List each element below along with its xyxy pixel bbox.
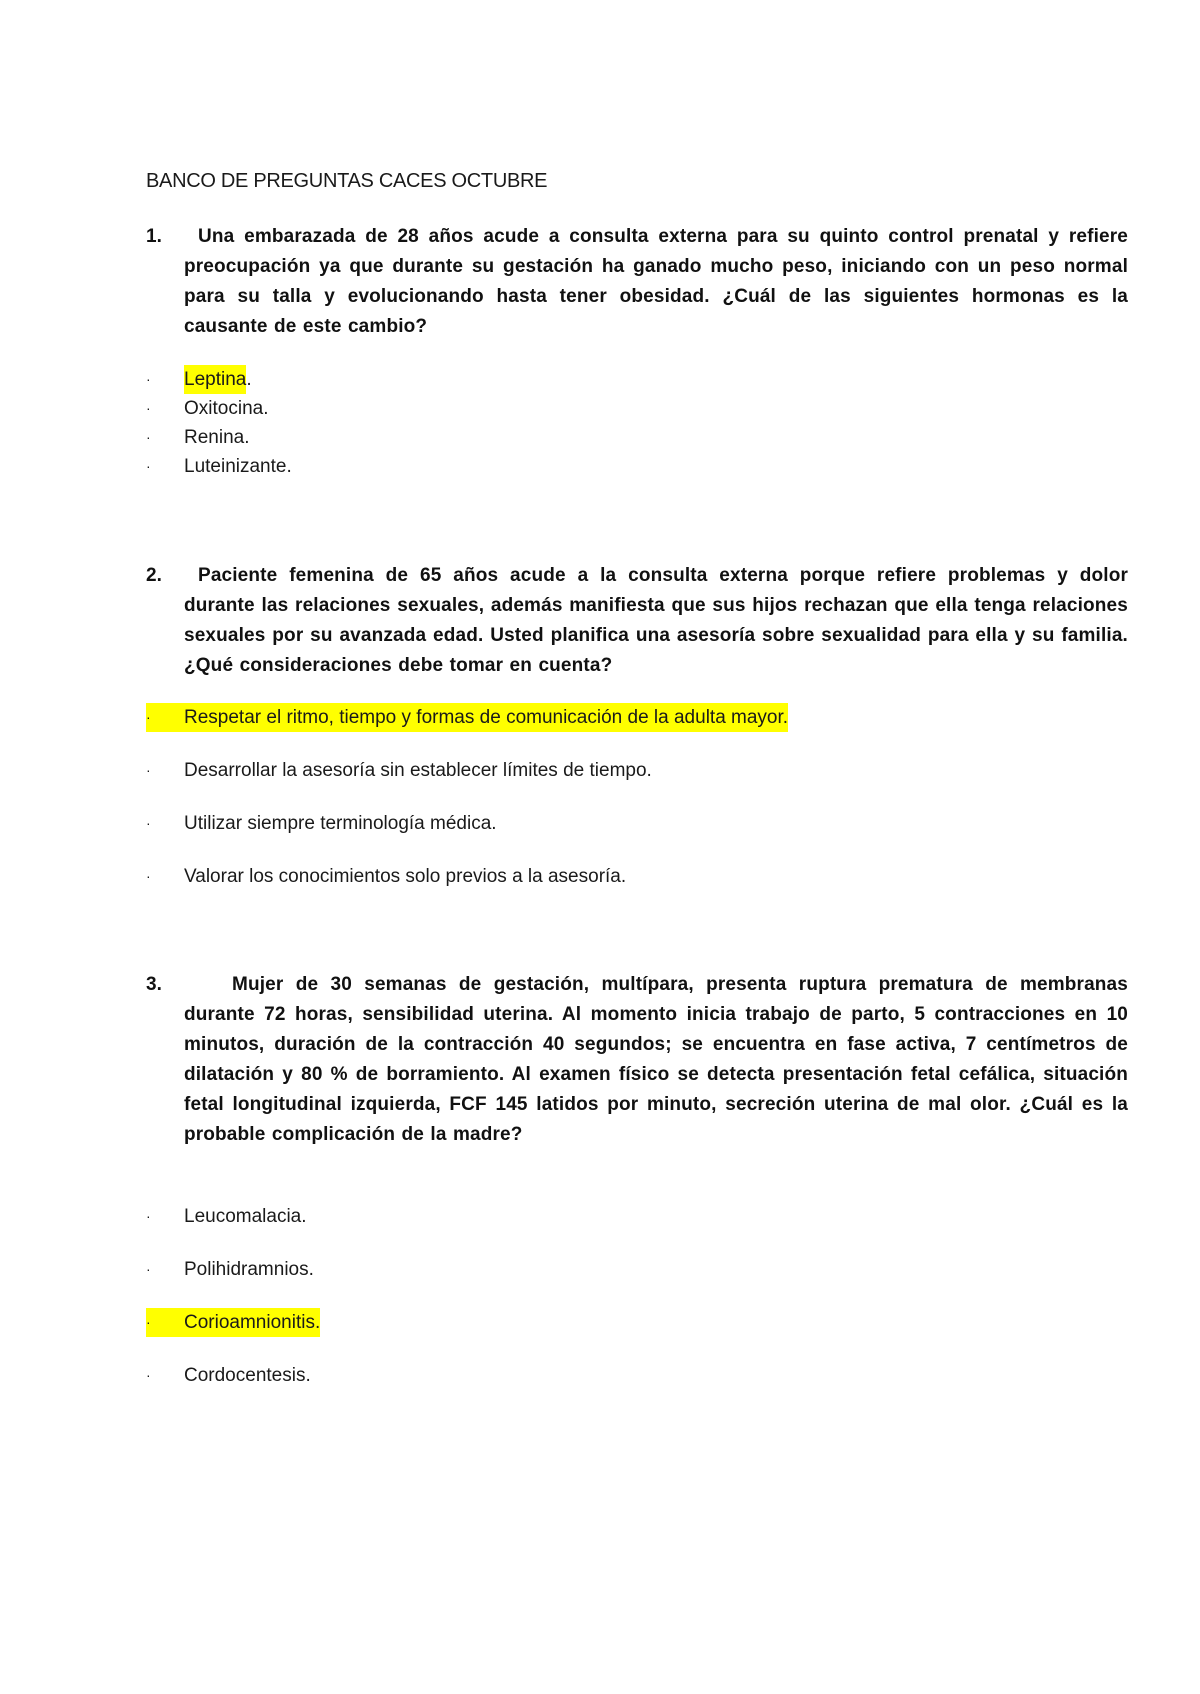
option-item: [146, 862, 788, 915]
option-label-suffix: .: [246, 369, 252, 390]
bullet-icon: ·: [146, 1308, 184, 1337]
bullet-icon: ·: [146, 815, 151, 831]
option-item: [146, 452, 292, 481]
option-item: [146, 809, 788, 862]
bullet-icon: ·: [146, 703, 184, 732]
option-label: Valorar los conocimientos solo previos a la asesoría.: [184, 866, 627, 887]
question-1-options: [146, 365, 292, 481]
bullet-icon: ·: [146, 458, 151, 474]
option-label-correct: Respetar el ritmo, tiempo y formas de comunicación de la adulta mayor.: [184, 703, 788, 732]
option-label: Leucomalacia.: [184, 1206, 307, 1227]
option-item: [146, 1255, 320, 1308]
question-2: [146, 561, 1128, 681]
question-number: 3.: [146, 974, 162, 995]
bullet-icon: ·: [146, 1208, 151, 1224]
question-3-options: [146, 1202, 320, 1414]
option-label-correct: Leptina: [184, 365, 246, 394]
question-1: [146, 222, 1128, 342]
option-label: Renina.: [184, 427, 250, 448]
question-text: Una embarazada de 28 años acude a consulta externa para su quinto control prenatal y refiere preocupación ya que durante su gestación ha ganado mucho peso, iniciando con un peso normal para su talla y evolucionando hasta tener obesidad. ¿Cuál de las siguientes hormonas es la causante de este cambio?: [184, 226, 1128, 337]
option-label: Utilizar siempre terminología médica.: [184, 813, 497, 834]
question-3: [146, 970, 1128, 1150]
bullet-icon: ·: [146, 429, 151, 445]
document-title: BANCO DE PREGUNTAS CACES OCTUBRE: [146, 170, 548, 192]
question-number: 2.: [146, 565, 162, 586]
option-label: Cordocentesis.: [184, 1365, 311, 1386]
option-item: [146, 756, 788, 809]
bullet-icon: ·: [146, 762, 151, 778]
option-item: [146, 394, 292, 423]
option-item: [146, 1202, 320, 1255]
option-label: Luteinizante.: [184, 456, 292, 477]
bullet-icon: ·: [146, 400, 151, 416]
option-label: Desarrollar la asesoría sin establecer límites de tiempo.: [184, 760, 652, 781]
bullet-icon: ·: [146, 1367, 151, 1383]
bullet-icon: ·: [146, 1261, 151, 1277]
bullet-icon: ·: [146, 868, 151, 884]
question-2-options: [146, 703, 788, 915]
question-text: Paciente femenina de 65 años acude a la consulta externa porque refiere problemas y dolor durante las relaciones sexuales, además manifiesta que sus hijos rechazan que ella tenga relaciones sexuales por su avanzada edad. Usted planifica una asesoría sobre sexualidad para ella y su familia. ¿Qué consideraciones debe tomar en cuenta?: [184, 565, 1128, 676]
option-item: [146, 703, 788, 756]
option-item: [146, 1361, 320, 1414]
option-item: [146, 365, 292, 394]
option-item: [146, 423, 292, 452]
question-number: 1.: [146, 226, 162, 247]
bullet-icon: ·: [146, 371, 151, 387]
option-label: Polihidramnios.: [184, 1259, 314, 1280]
option-item: [146, 1308, 320, 1361]
option-label: Oxitocina.: [184, 398, 269, 419]
option-label-correct: Corioamnionitis.: [184, 1308, 320, 1337]
question-text: Mujer de 30 semanas de gestación, multípara, presenta ruptura prematura de membranas durante 72 horas, sensibilidad uterina. Al momento inicia trabajo de parto, 5 contracciones en 10 minutos, duración de la contracción 40 segundos; se encuentra en fase activa, 7 centímetros de dilatación y 80 % de borramiento. Al examen físico se detecta presentación fetal cefálica, situación fetal longitudinal izquierda, FCF 145 latidos por minuto, secreción uterina de mal olor. ¿Cuál es la probable complicación de la madre?: [184, 974, 1128, 1145]
